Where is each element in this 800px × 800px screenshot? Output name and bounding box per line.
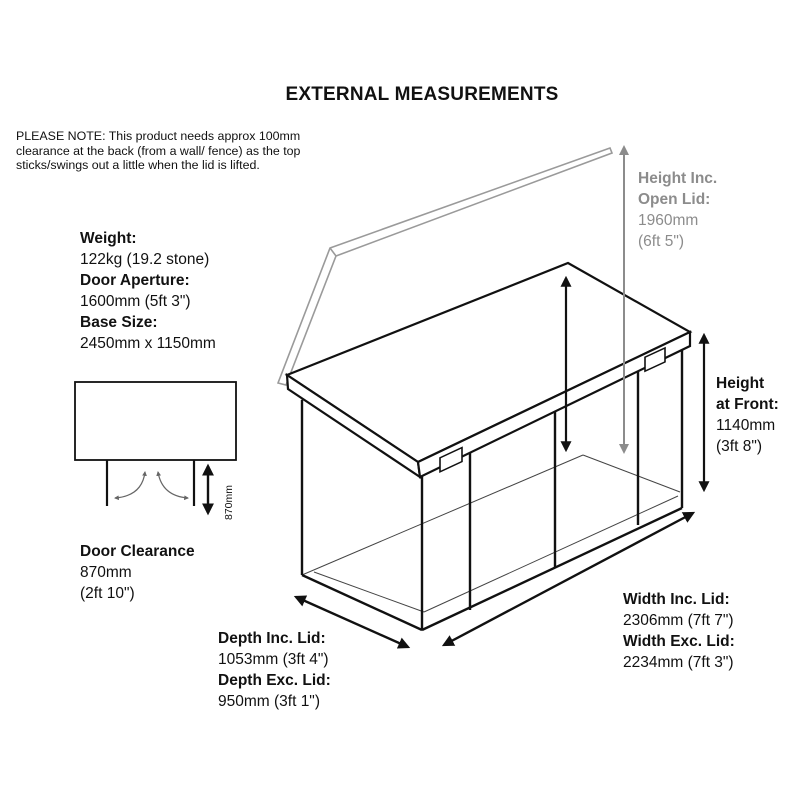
closed-lid xyxy=(287,263,690,477)
width-inc-label: Width Inc. Lid: xyxy=(623,591,730,608)
height-open-lid-mm: 1960mm xyxy=(638,212,699,229)
width-arrow xyxy=(444,513,693,645)
door-clearance-mm: 870mm xyxy=(80,564,132,581)
base-size-value: 2450mm x 1150mm xyxy=(80,335,216,352)
height-front-label-2: at Front: xyxy=(716,396,779,413)
height-open-lid-label-2: Open Lid: xyxy=(638,191,711,208)
door-aperture-label: Door Aperture: xyxy=(80,272,190,289)
width-exc-label: Width Exc. Lid: xyxy=(623,633,735,650)
depth-exc-label: Depth Exc. Lid: xyxy=(218,672,331,689)
height-open-lid-ft: (6ft 5") xyxy=(638,233,684,250)
door-aperture-value: 1600mm (5ft 3") xyxy=(80,293,191,310)
door-clearance-dim-label: 870mm xyxy=(223,484,235,520)
door-clearance-diagram xyxy=(75,382,236,520)
width-inc-value: 2306mm (7ft 7") xyxy=(623,612,734,629)
page-title: EXTERNAL MEASUREMENTS xyxy=(285,84,559,105)
height-front-ft: (3ft 8") xyxy=(716,438,762,455)
depth-arrow xyxy=(296,597,408,647)
depth-inc-label: Depth Inc. Lid: xyxy=(218,630,326,647)
base-size-label: Base Size: xyxy=(80,314,158,331)
height-front-label-1: Height xyxy=(716,375,765,392)
depth-exc-value: 950mm (3ft 1") xyxy=(218,693,320,710)
height-open-lid-label-1: Height Inc. xyxy=(638,170,718,187)
weight-value: 122kg (19.2 stone) xyxy=(80,251,210,268)
depth-inc-value: 1053mm (3ft 4") xyxy=(218,651,329,668)
height-front-mm: 1140mm xyxy=(716,417,776,434)
weight-label: Weight: xyxy=(80,230,137,247)
door-clearance-label: Door Clearance xyxy=(80,543,195,560)
clearance-note: PLEASE NOTE: This product needs approx 100mm clearance at the back (from a wall/ fence) as the top sticks/swings out a little when the lid is lifted. xyxy=(16,129,301,172)
width-exc-value: 2234mm (7ft 3") xyxy=(623,654,734,671)
door-clearance-ft: (2ft 10") xyxy=(80,585,135,602)
